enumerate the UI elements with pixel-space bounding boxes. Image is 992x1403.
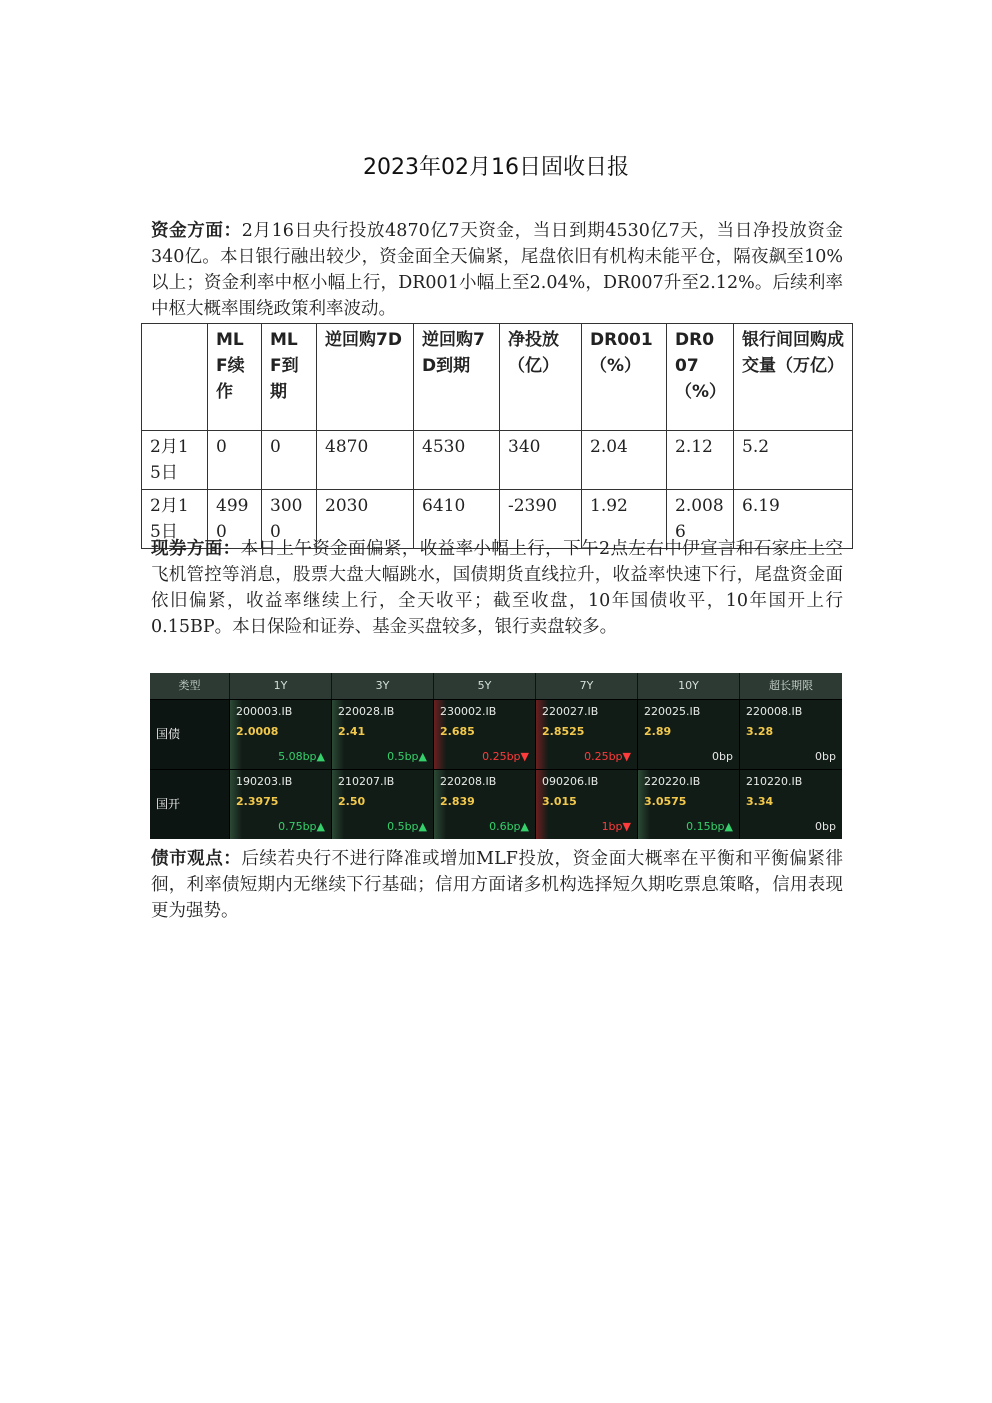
bond-code: 220220.IB <box>644 775 701 788</box>
rate-cell: 2.12 <box>667 431 734 490</box>
bond-change: 0.75bp▲ <box>278 820 325 833</box>
bond-yield: 2.41 <box>338 725 366 738</box>
rate-header-cell: DR001（%） <box>582 324 667 431</box>
bond-yield: 2.3975 <box>236 795 279 808</box>
bond-code: 210207.IB <box>338 775 395 788</box>
rate-cell: 1.92 <box>582 490 667 549</box>
bond-change: 0.15bp▲ <box>686 820 733 833</box>
rate-cell: 4870 <box>317 431 414 490</box>
bond-cell <box>536 700 638 769</box>
bond-cell <box>536 770 638 839</box>
rate-cell: 2月15日 <box>142 490 208 549</box>
bond-change: 0bp <box>815 820 836 833</box>
bond-yield: 2.89 <box>644 725 672 738</box>
bond-type-label: 国债 <box>150 700 230 769</box>
bond-header-cell: 超长期限 <box>769 679 813 692</box>
bond-row <box>150 769 842 839</box>
bond-yield: 2.50 <box>338 795 366 808</box>
page-title: 2023年02月16日固收日报 <box>363 155 629 180</box>
view-text: 后续若央行不进行降准或增加MLF投放，资金面大概率在平衡和平衡偏紧徘徊，利率债短期内无继续下行基础；信用方面诸多机构选择短久期吃票息策略，信用表现更为强势。 <box>151 849 843 921</box>
bond-cell <box>638 770 740 839</box>
rate-header-cell: 逆回购7D <box>317 324 414 431</box>
bond-change: 5.08bp▲ <box>278 750 325 763</box>
rate-cell: 0 <box>208 431 262 490</box>
bond-change: 0bp <box>815 750 836 763</box>
bond-header-cell: 1Y <box>230 673 332 699</box>
bond-rows <box>150 699 842 839</box>
bond-header-cell: 10Y <box>638 673 740 699</box>
bond-change: 0.5bp▲ <box>387 750 427 763</box>
rate-header-cell: MLF到期 <box>262 324 317 431</box>
spot-label: 现券方面： <box>151 539 241 559</box>
bond-yield: 3.28 <box>746 725 774 738</box>
rate-row <box>142 431 853 490</box>
bond-cell <box>230 770 332 839</box>
rate-cell: 0 <box>262 431 317 490</box>
bond-cell <box>638 700 740 769</box>
bond-change: 0.6bp▲ <box>489 820 529 833</box>
bond-cell <box>332 770 434 839</box>
bond-cell <box>230 700 332 769</box>
funds-paragraph <box>151 218 843 322</box>
bond-change: 0.25bp▼ <box>482 750 529 763</box>
bond-code: 190203.IB <box>236 775 293 788</box>
bond-cell <box>740 700 842 769</box>
rate-cell: 2月15日 <box>142 431 208 490</box>
bond-code: 090206.IB <box>542 775 599 788</box>
bond-yield: 3.34 <box>746 795 774 808</box>
bond-code: 210220.IB <box>746 775 803 788</box>
bond-yield: 3.015 <box>542 795 577 808</box>
spot-paragraph <box>151 536 843 640</box>
rate-cell: 2.0086 <box>667 490 734 549</box>
bond-header-cell: 3Y <box>332 673 434 699</box>
rate-header-cell: 净投放（亿） <box>500 324 582 431</box>
bond-cell <box>434 700 536 769</box>
spot-text: 本日上午资金面偏紧，收益率小幅上行，下午2点左右中伊宣言和石家庄上空飞机管控等消息，股票大盘大幅跳水，国债期货直线拉升，收益率快速下行，尾盘资金面依旧偏紧，收益率继续上行，全天收平；截至收盘，10年国债收平，10年国开上行0.15BP。本日保险和证券、基金买盘较多，银行卖盘较多。 <box>151 539 843 637</box>
bond-header-cell: 类型 <box>150 673 230 699</box>
bond-code: 220208.IB <box>440 775 497 788</box>
bond-code: 230002.IB <box>440 705 497 718</box>
bond-change: 0bp <box>712 750 733 763</box>
rate-header-cell: 逆回购7D到期 <box>414 324 500 431</box>
funds-label: 资金方面： <box>151 221 242 241</box>
bond-header-cell: 5Y <box>434 673 536 699</box>
bond-change: 1bp▼ <box>601 820 631 833</box>
bond-cell <box>434 770 536 839</box>
rate-cell: -2390 <box>500 490 582 549</box>
rate-table <box>141 323 853 549</box>
rate-header-cell: 银行间回购成交量（万亿） <box>734 324 853 431</box>
rate-cell: 6.19 <box>734 490 853 549</box>
bond-yield-table <box>150 673 842 837</box>
bond-code: 220027.IB <box>542 705 599 718</box>
rate-cell: 2.04 <box>582 431 667 490</box>
rate-header-cell <box>142 324 208 431</box>
view-paragraph <box>151 846 843 924</box>
bond-header-cell: 7Y <box>536 673 638 699</box>
rate-cell: 3000 <box>262 490 317 549</box>
bond-yield: 3.0575 <box>644 795 687 808</box>
bond-change: 0.25bp▼ <box>584 750 631 763</box>
rate-cell: 340 <box>500 431 582 490</box>
rate-cell: 4990 <box>208 490 262 549</box>
bond-code: 220025.IB <box>644 705 701 718</box>
bond-cell <box>740 770 842 839</box>
bond-code: 200003.IB <box>236 705 293 718</box>
rate-header-cell: DR007（%） <box>667 324 734 431</box>
funds-text: 2月16日央行投放4870亿7天资金，当日到期4530亿7天，当日净投放资金340亿。本日银行融出较少，资金面全天偏紧，尾盘依旧有机构未能平仓，隔夜飙至10%以上；资金利率中枢小幅上行，DR001小幅上至2.04%，DR007升至2.12%。后续利率中枢大概率围绕政策利率波动。 <box>151 221 843 319</box>
bond-code: 220008.IB <box>746 705 803 718</box>
rate-cell: 6410 <box>414 490 500 549</box>
bond-header-row <box>150 673 842 699</box>
rate-cell: 4530 <box>414 431 500 490</box>
rate-cell: 5.2 <box>734 431 853 490</box>
bond-yield: 2.8525 <box>542 725 585 738</box>
rate-header-row <box>142 324 853 431</box>
bond-yield: 2.839 <box>440 795 475 808</box>
bond-change: 0.5bp▲ <box>387 820 427 833</box>
rate-header-cell: MLF续作 <box>208 324 262 431</box>
bond-yield: 2.0008 <box>236 725 279 738</box>
rate-cell: 2030 <box>317 490 414 549</box>
view-label: 债市观点： <box>151 849 242 869</box>
bond-code: 220028.IB <box>338 705 395 718</box>
bond-row <box>150 699 842 769</box>
bond-cell <box>332 700 434 769</box>
bond-type-label: 国开 <box>150 770 230 839</box>
bond-yield: 2.685 <box>440 725 475 738</box>
